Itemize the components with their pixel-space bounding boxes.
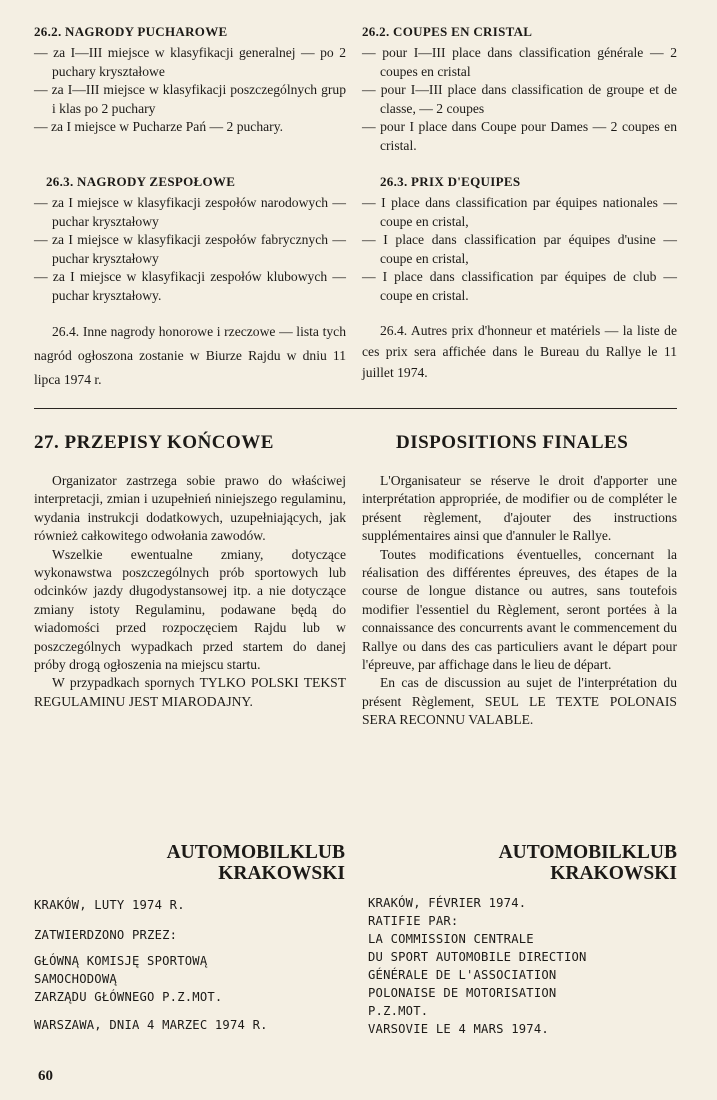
heading-26-3-fr: 26.3. PRIX D'EQUIPES [380,174,521,189]
section-26-4-pl [34,320,346,392]
heading-26-2-pl: 26.2. NAGRODY PUCHAROWE [34,24,228,39]
paragraph: L'Organisateur se réserve le droit d'apporter une interprétation appropriée, de modifier ou de compléter le présent règlement, d'ajouter des instructions supplémentaires ainsi que d'annuler le Rallye. [362,473,677,544]
approval-line: KRAKÓW, LUTY 1974 R. [34,898,185,912]
section-26-3-fr [362,174,677,306]
paragraph: Toutes modifications éventuelles, concernant la réalisation des différentes épreuves, des étapes de la course de longue distance ou autres, sans toutefois modifier l'essentiel du Règlement, seront portées à la connaissance des concurrents avant le commencement du Rallye ou dans des cas particuliers avant le départ pour l'épreuve, par affichage dans le lieu de départ. [362,546,677,673]
list-item: — pour I—III place dans classification générale — 2 coupes en cristal [362,45,677,79]
approval-line: WARSZAWA, DNIA 4 MARZEC 1974 R. [34,1018,268,1032]
paragraph-26-4-pl: 26.4. Inne nagrody honorowe i rzeczowe — lista tych nagród ogłoszona zostanie w Biurze Rajdu w dniu 11 lipca 1974 r. [34,324,346,387]
list-item: — I place dans classification par équipes de club — coupe en cristal. [362,269,677,303]
approval-line: GÉNÉRALE DE L'ASSOCIATION [368,968,557,982]
list-item: — za I miejsce w klasyfikacji zespołów klubowych — puchar kryształowy. [34,269,346,303]
list-item: — za I miejsce w Pucharze Pań — 2 puchary. [34,119,284,135]
list-item: — I place dans classification par équipes d'usine — coupe en cristal, [362,232,677,266]
approval-line: P.Z.MOT. [368,1004,429,1018]
approval-line: SAMOCHODOWĄ [34,972,117,986]
club-name-line: AUTOMOBILKLUB [166,842,345,863]
club-name-pl [130,842,345,884]
list-item: — pour I—III place dans classification de groupe et de classe, — 2 coupes [362,82,677,116]
section-26-2-pl [34,24,346,137]
list-item: — za I—III miejsce w klasyfikacji generalnej — po 2 puchary kryształowe [34,45,346,79]
paragraph: Wszelkie ewentualne zmiany, dotyczące wykonawstwa poszczególnych prób sportowych lub odcinków jazdy długodystansowej itp. a nie dotyczące zmiany istoty Regulaminu, podawane będą do wiadomości przed rozpoczęciem Rajdu lub w poszczególnych wypadkach przed startem do danej próby drogą ogłoszenia na miejscu startu. [34,546,346,673]
approval-block-fr [368,894,683,1038]
approval-line: RATIFIE PAR: [368,914,459,928]
approval-line: VARSOVIE LE 4 MARS 1974. [368,1022,549,1036]
club-name-line: KRAKOWSKI [550,863,677,884]
paragraph: Organizator zastrzega sobie prawo do właściwej interpretacji, zmian i uzupełnień niniejszego regulaminu, wydania instrukcji dodatkowych, uzupełniających, jak również całkowitego odwołania zawodów. [34,473,346,544]
heading-26-2-fr: 26.2. COUPES EN CRISTAL [362,24,533,39]
approval-line: GŁÓWNĄ KOMISJĘ SPORTOWĄ [34,954,208,968]
section-divider [34,408,677,409]
list-item: — za I—III miejsce w klasyfikacji poszczególnych grup i klas po 2 puchary [34,82,346,116]
section-27-body-pl [34,472,346,711]
approval-block-pl [34,896,346,1034]
list-item: — pour I place dans Coupe pour Dames — 2 coupes en cristal. [362,119,677,153]
paragraph: En cas de discussion au sujet de l'interprétation du présent Règlement, SEUL LE TEXTE POLONAIS SERA RECONNU VALABLE. [362,675,677,728]
approval-line: ZARZĄDU GŁÓWNEGO P.Z.MOT. [34,990,223,1004]
club-name-fr [462,842,677,884]
section-27-title-pl: 27. PRZEPISY KOŃCOWE [34,432,274,453]
list-item: — za I miejsce w klasyfikacji zespołów narodowych — puchar kryształowy [34,195,346,229]
list-item: — I place dans classification par équipes nationales — coupe en cristal, [362,195,677,229]
approval-line: DU SPORT AUTOMOBILE DIRECTION [368,950,587,964]
approval-line: ZATWIERDZONO PRZEZ: [34,928,178,942]
approval-line: LA COMMISSION CENTRALE [368,932,534,946]
section-27-body-fr [362,472,677,730]
page-number: 60 [38,1068,53,1084]
heading-26-3-pl: 26.3. NAGRODY ZESPOŁOWE [46,174,236,189]
list-item: — za I miejsce w klasyfikacji zespołów fabrycznych — puchar kryształowy [34,232,346,266]
section-26-2-fr [362,24,677,156]
approval-line: KRAKÓW, FÉVRIER 1974. [368,896,527,910]
section-26-3-pl [34,174,346,306]
paragraph: W przypadkach spornych TYLKO POLSKI TEKST REGULAMINU JEST MIARODAJNY. [34,675,346,709]
paragraph-26-4-fr: 26.4. Autres prix d'honneur et matériels — la liste de ces prix sera affichée dans le Bureau du Rallye le 11 juillet 1974. [362,323,677,380]
club-name-line: AUTOMOBILKLUB [498,842,677,863]
section-26-4-fr [362,320,677,383]
club-name-line: KRAKOWSKI [218,863,345,884]
section-27-title-fr: DISPOSITIONS FINALES [396,432,629,453]
approval-line: POLONAISE DE MOTORISATION [368,986,557,1000]
